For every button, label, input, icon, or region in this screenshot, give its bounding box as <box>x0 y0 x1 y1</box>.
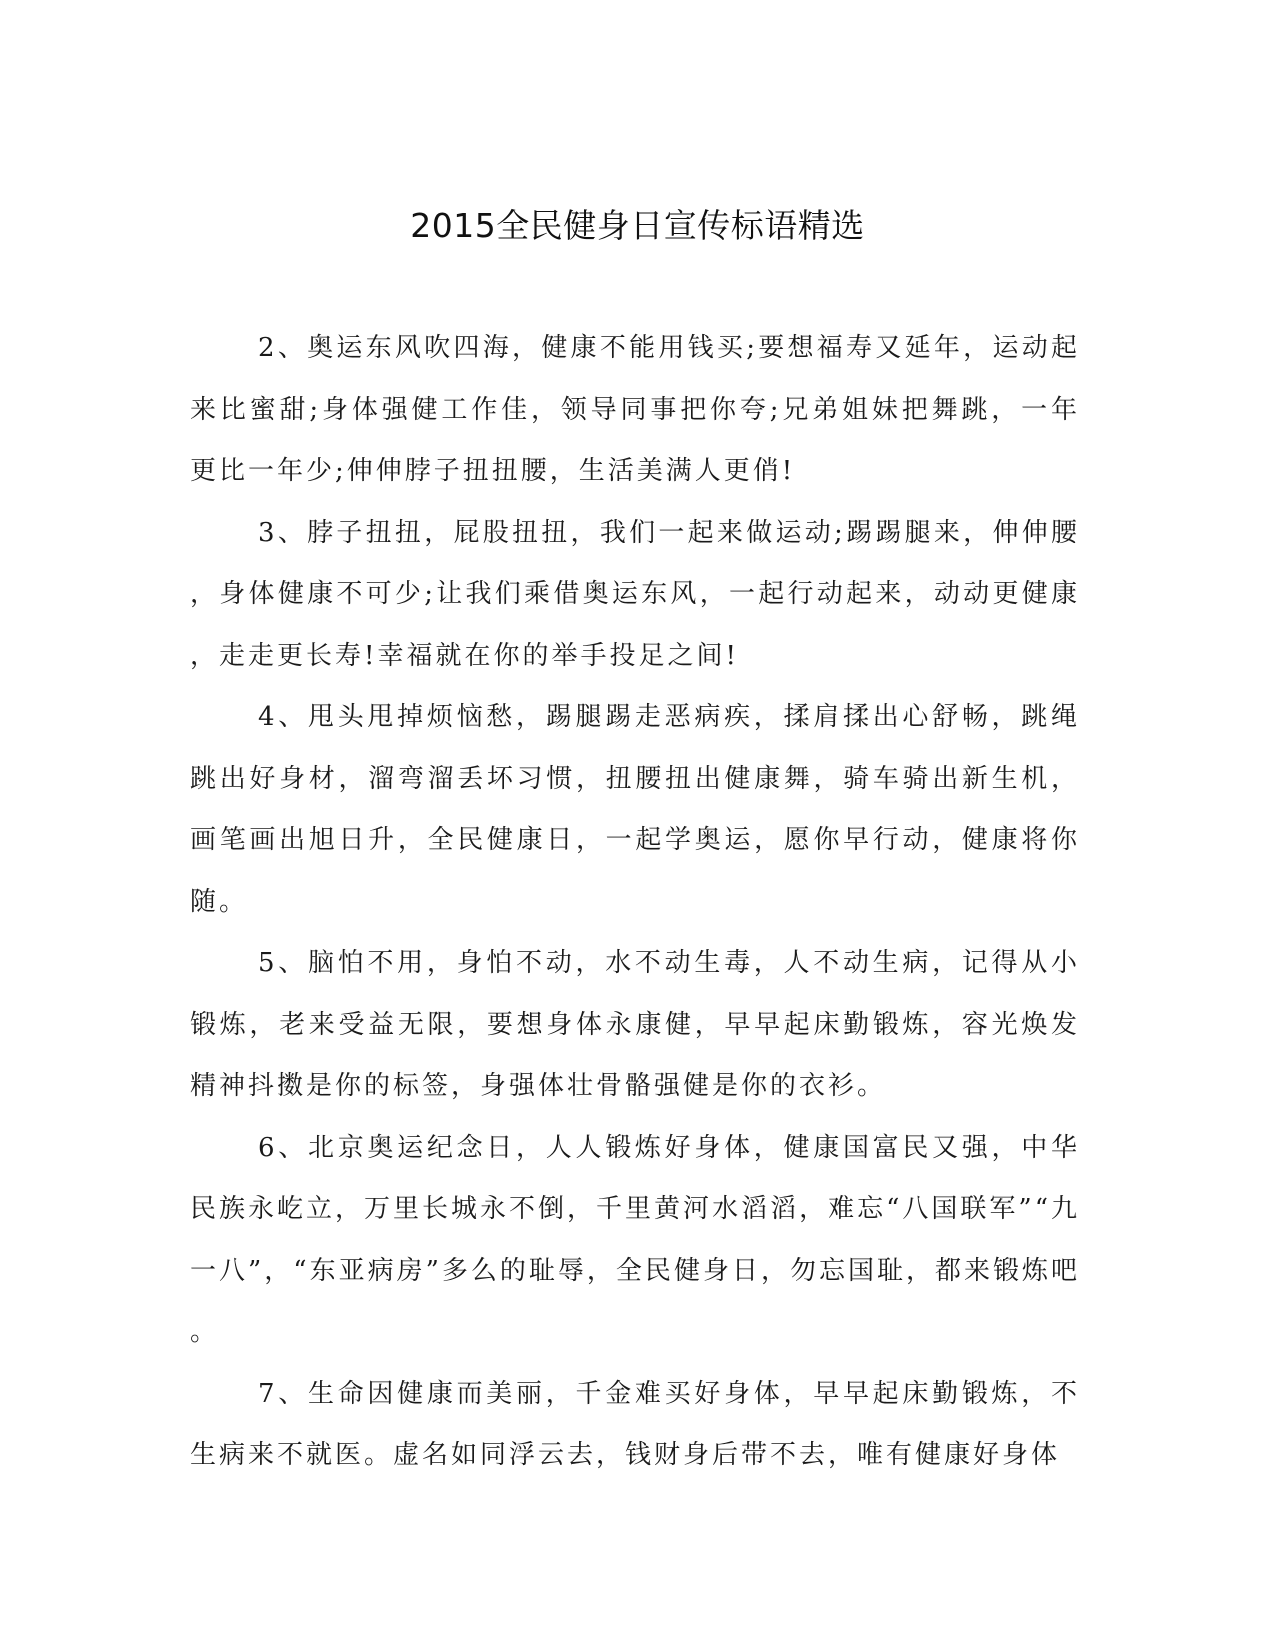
paragraph-2: 2、奥运东风吹四海，健康不能用钱买;要想福寿又延年，运动起来比蜜甜;身体强健工作佳，领导同事把你夸;兄弟姐妹把舞跳，一年更比一年少;伸伸脖子扭扭腰，生活美满人更俏! <box>190 333 1080 486</box>
paragraph-5: 5、脑怕不用，身怕不动，水不动生毒，人不动生病，记得从小锻炼，老来受益无限，要想身体永康健，早早起床勤锻炼，容光焕发精神抖擞是你的标签，身强体壮骨骼强健是你的衣衫。 <box>190 948 1080 1101</box>
paragraph-7: 7、生命因健康而美丽，千金难买好身体，早早起床勤锻炼，不生病来不就医。虚名如同浮云去，钱财身后带不去，唯有健康好身体 <box>190 1378 1080 1470</box>
paragraph-3: 3、脖子扭扭，屁股扭扭，我们一起来做运动;踢踢腿来，伸伸腰，身体健康不可少;让我们乘借奥运东风，一起行动起来，动动更健康，走走更长寿!幸福就在你的举手投足之间! <box>190 517 1080 671</box>
paragraph-4: 4、甩头甩掉烦恼愁，踢腿踢走恶病疾，揉肩揉出心舒畅，跳绳跳出好身材，溜弯溜丢坏习惯，扭腰扭出健康舞，骑车骑出新生机，画笔画出旭日升，全民健康日，一起学奥运，愿你早行动，健康将你随。 <box>190 702 1080 917</box>
paragraph-6: 6、北京奥运纪念日，人人锻炼好身体，健康国富民又强，中华民族永屹立，万里长城永不倒，千里黄河水滔滔，难忘“八国联军”“九一八”，“东亚病房”多么的耻辱，全民健身日，勿忘国耻，都来锻炼吧。 <box>190 1132 1080 1347</box>
document-title: 2015全民健身日宣传标语精选 <box>410 206 865 245</box>
document-body <box>190 318 1080 1487</box>
